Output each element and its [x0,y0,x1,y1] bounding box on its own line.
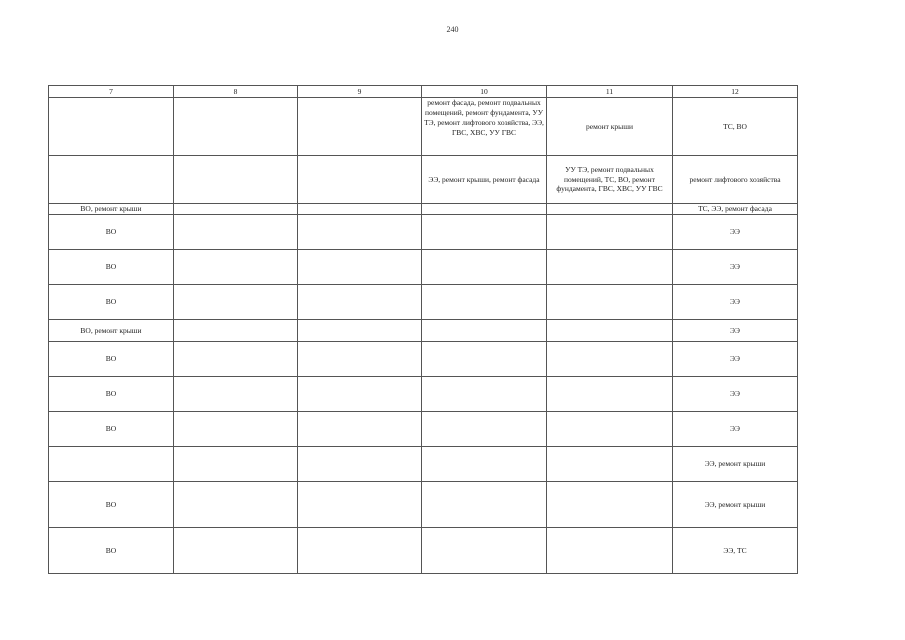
table-cell: ЭЭ, ТС [673,528,798,574]
table-cell: ВО, ремонт крыши [49,320,174,342]
table-cell [174,204,298,215]
table-cell: ЭЭ [673,342,798,377]
column-header: 11 [547,86,673,98]
table-cell: ТС, ЭЭ, ремонт фасада [673,204,798,215]
table-cell [298,156,422,204]
table-row [49,482,798,528]
table-cell [298,412,422,447]
table-cell [422,482,547,528]
table-cell [547,320,673,342]
table-cell [422,320,547,342]
table-cell [174,320,298,342]
table-cell [422,528,547,574]
table-row [49,412,798,447]
table-cell: ЭЭ [673,377,798,412]
table-cell: ВО [49,250,174,285]
table-cell [49,447,174,482]
table-cell [174,215,298,250]
table-cell [298,98,422,156]
table-cell [422,342,547,377]
table-cell: ВО [49,285,174,320]
column-header: 12 [673,86,798,98]
table-cell: ВО [49,528,174,574]
table-cell [547,285,673,320]
table-cell: ЭЭ, ремонт крыши [673,482,798,528]
table-cell [298,482,422,528]
table-cell [298,342,422,377]
table-cell [547,342,673,377]
table-cell: ВО [49,342,174,377]
table-cell [298,377,422,412]
table-row [49,204,798,215]
table-cell: ВО [49,482,174,528]
table-cell [174,342,298,377]
table-cell: ЭЭ [673,412,798,447]
table-cell: ВО [49,377,174,412]
table-cell: ТС, ВО [673,98,798,156]
table-row [49,250,798,285]
table-cell: ЭЭ, ремонт крыши [673,447,798,482]
table-cell [422,285,547,320]
table-row [49,342,798,377]
table-cell [547,412,673,447]
table-cell [422,412,547,447]
table-cell: УУ ТЭ, ремонт подвальных помещений, ТС, ВО, ремонт фундамента, ГВС, ХВС, УУ ГВС [547,156,673,204]
table-cell: ЭЭ, ремонт крыши, ремонт фасада [422,156,547,204]
table-cell: ВО, ремонт крыши [49,204,174,215]
table-cell [49,156,174,204]
table-cell [174,482,298,528]
table-cell [174,285,298,320]
table-cell [547,528,673,574]
table-row [49,528,798,574]
table-cell: ремонт фасада, ремонт подвальных помещений, ремонт фундамента, УУ ТЭ, ремонт лифтового хозяйства, ЭЭ, ГВС, ХВС, УУ ГВС [422,98,547,156]
table-cell [174,447,298,482]
table-row [49,285,798,320]
table-cell [174,528,298,574]
table-row [49,447,798,482]
table-cell: ЭЭ [673,285,798,320]
table-row [49,98,798,156]
column-number-row [49,86,798,98]
table-cell [547,482,673,528]
table-cell: ВО [49,215,174,250]
table-cell: ремонт крыши [547,98,673,156]
table-cell [422,204,547,215]
table-row [49,215,798,250]
table-cell [547,447,673,482]
table-cell [422,215,547,250]
table-cell [422,377,547,412]
table-cell [547,377,673,412]
table-cell [298,204,422,215]
table-cell [298,215,422,250]
table-cell [174,377,298,412]
table-cell [547,250,673,285]
table-cell [298,320,422,342]
table-cell [298,447,422,482]
column-header: 8 [174,86,298,98]
table-row [49,377,798,412]
table-cell [422,447,547,482]
table-cell [174,412,298,447]
table-cell: ЭЭ [673,320,798,342]
table-cell [422,250,547,285]
table-cell [174,250,298,285]
table-cell [298,285,422,320]
table-cell [298,528,422,574]
table-cell [174,156,298,204]
column-header: 9 [298,86,422,98]
table-row [49,156,798,204]
table-cell [174,98,298,156]
table-cell: ремонт лифтового хозяйства [673,156,798,204]
table-cell [49,98,174,156]
table-cell [547,204,673,215]
table-row [49,320,798,342]
repair-schedule-table [48,85,798,574]
table-cell: ЭЭ [673,215,798,250]
table-cell: ЭЭ [673,250,798,285]
column-header: 10 [422,86,547,98]
table-cell [547,215,673,250]
column-header: 7 [49,86,174,98]
table-cell: ВО [49,412,174,447]
page-number: 240 [446,25,459,34]
table-cell [298,250,422,285]
